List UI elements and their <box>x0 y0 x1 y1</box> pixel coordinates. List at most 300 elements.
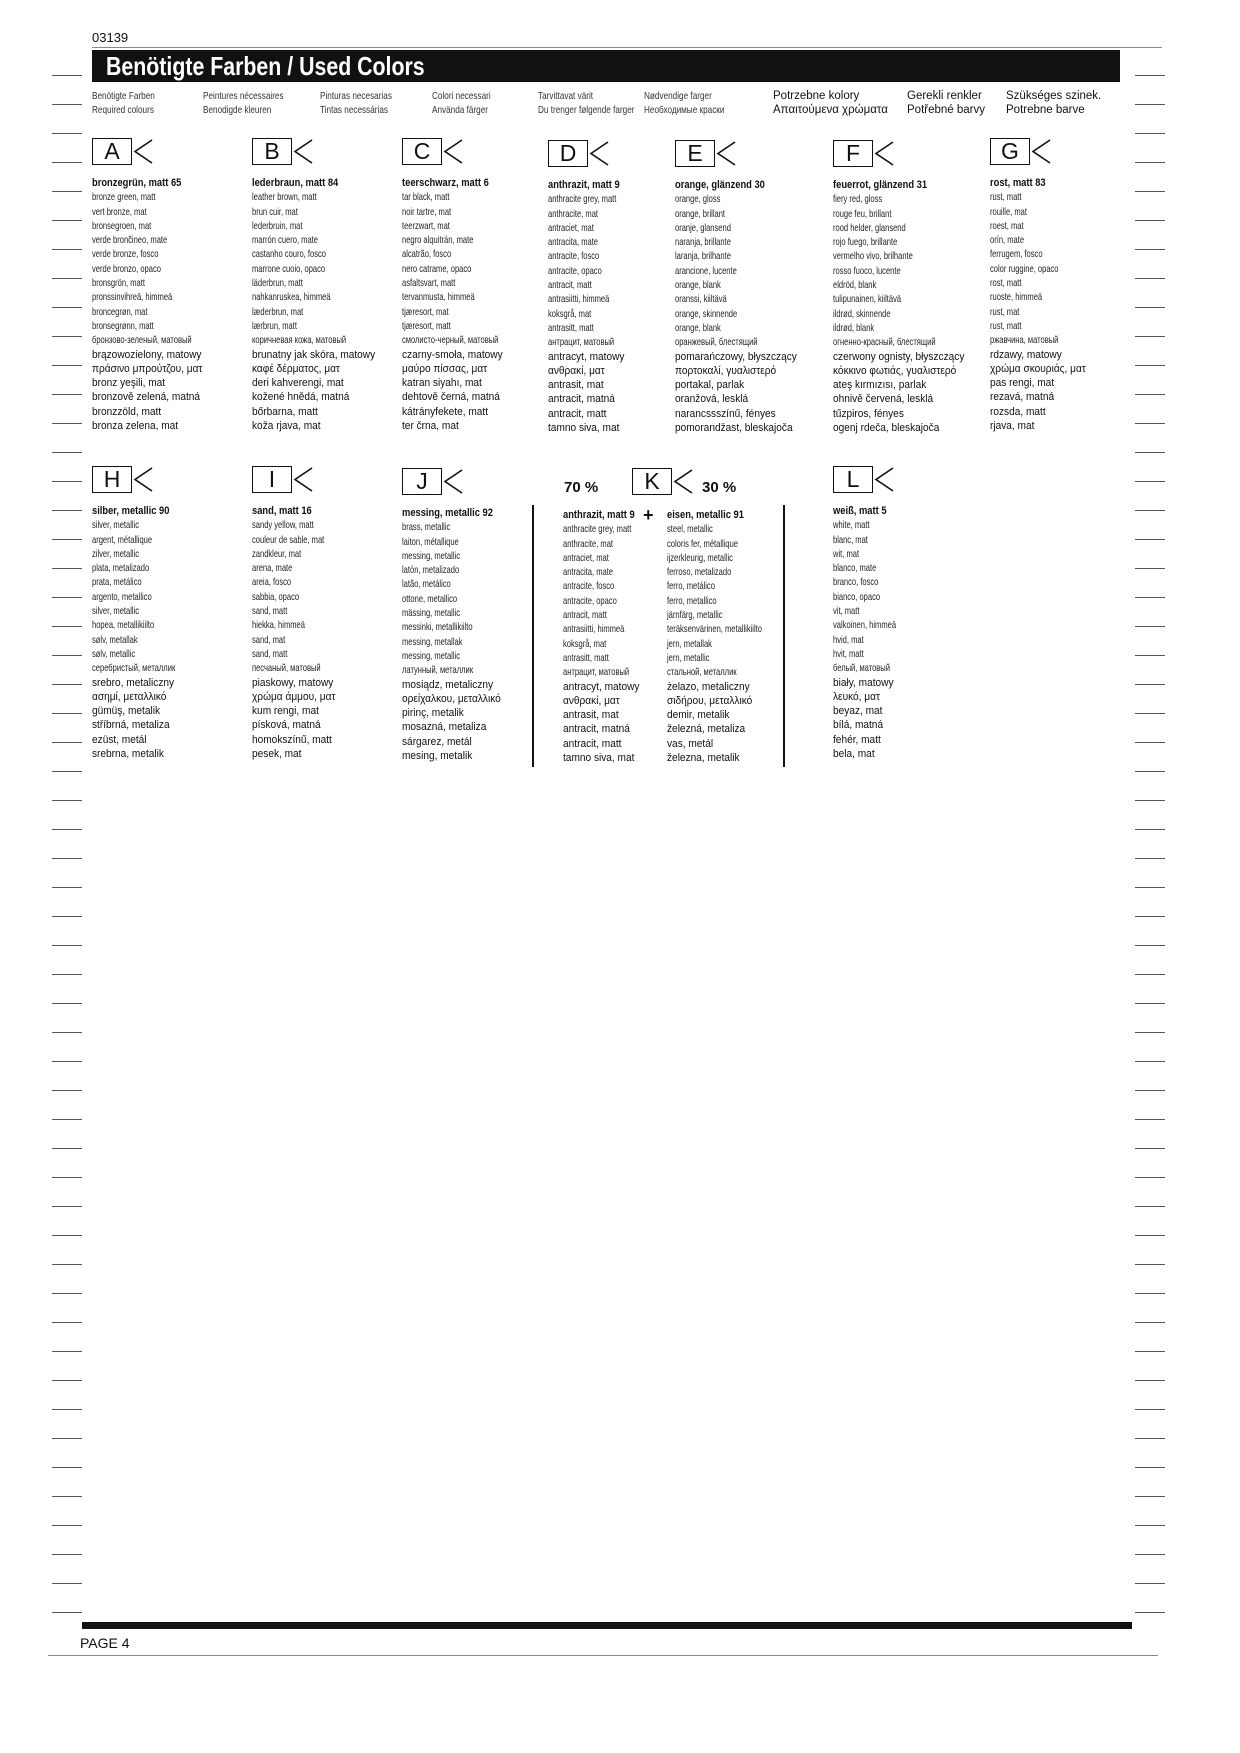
margin-tick <box>52 1264 82 1265</box>
color-translation: bronzově zelená, matná <box>92 391 201 404</box>
header-lang-text: Peintures nécessaires <box>203 90 284 102</box>
margin-tick <box>1135 1409 1165 1410</box>
color-translation: tamno siva, mat <box>548 422 620 435</box>
color-translation: rust, matt <box>990 191 1022 204</box>
margin-tick <box>1135 713 1165 714</box>
margin-tick <box>1135 1322 1165 1323</box>
color-translation: огненно-красный, блестящий <box>833 336 936 349</box>
header-lang-text: Szükséges szinek. <box>1006 90 1102 102</box>
color-translation: mosazná, metaliza <box>402 721 487 734</box>
color-letter-box: C <box>402 138 442 165</box>
color-translation: antracite, opaco <box>563 594 617 607</box>
margin-tick <box>52 597 82 598</box>
margin-tick <box>52 945 82 946</box>
color-translation: anthracite grey, matt <box>548 193 617 206</box>
color-translation: ορείχαλκου, μεταλλικό <box>402 692 501 705</box>
header-lang-6 <box>644 89 724 117</box>
color-translation: antracit, matná <box>548 393 615 406</box>
margin-tick <box>1135 1148 1165 1149</box>
color-translation: ασημί, μεταλλικό <box>92 690 167 703</box>
color-translation: ohnivě červená, lesklá <box>833 393 934 406</box>
color-translation: antrasiitti, himmeä <box>548 293 610 306</box>
color-name: messing, metallic 92 <box>402 507 493 519</box>
margin-tick <box>52 916 82 917</box>
color-translation: κόκκινο φωτιάς, γυαλιστερό <box>833 364 957 377</box>
margin-tick <box>52 742 82 743</box>
color-translation: antracita, mate <box>563 566 614 579</box>
header-lang-text: Tintas necessárias <box>320 104 388 116</box>
color-translation: alcatrão, fosco <box>402 248 452 261</box>
color-name: teerschwarz, matt 6 <box>402 177 489 189</box>
margin-tick <box>1135 249 1165 250</box>
color-translation: стальной, металлик <box>667 666 737 679</box>
color-translation: sølv, metallic <box>92 647 136 660</box>
margin-tick <box>1135 1496 1165 1497</box>
color-translation: антрацит, матовый <box>563 666 630 679</box>
color-translation: hvid, mat <box>833 633 864 646</box>
color-translation: rouge feu, brillant <box>833 207 892 220</box>
color-translation: antracyt, matowy <box>548 350 625 363</box>
color-translation: bronze green, matt <box>92 191 156 204</box>
color-translation: ανθρακί, ματ <box>563 694 620 707</box>
color-translation: λευκό, ματ <box>833 690 880 703</box>
color-translation: portakal, parlak <box>675 379 745 392</box>
header-lang-text: Potřebné barvy <box>907 104 985 116</box>
color-translation: brun cuir, mat <box>252 205 298 218</box>
color-letter-box: G <box>990 138 1030 165</box>
color-letter-box: F <box>833 140 873 167</box>
color-translation: orín, mate <box>990 234 1025 247</box>
color-entry-list <box>402 176 536 433</box>
color-name: silber, metallic 90 <box>92 505 170 517</box>
left-margin-ticks <box>52 0 82 1753</box>
color-name: sand, matt 16 <box>252 505 312 517</box>
color-translation: orange, skinnende <box>675 307 738 320</box>
color-translation: vit, matt <box>833 605 860 618</box>
margin-tick <box>1135 945 1165 946</box>
margin-tick <box>1135 858 1165 859</box>
color-entry-list <box>667 508 799 765</box>
margin-tick <box>1135 684 1165 685</box>
color-translation: tulipunainen, kiiltävä <box>833 293 902 306</box>
color-translation: pomarańczowy, błyszczący <box>675 350 797 363</box>
color-translation: rosso fuoco, lucente <box>833 264 901 277</box>
color-translation: verde bronzo, opaco <box>92 262 161 275</box>
color-translation: oranžová, lesklá <box>675 393 749 406</box>
color-translation: tamno siva, mat <box>563 752 635 765</box>
color-translation: bianco, opaco <box>833 590 881 603</box>
color-translation: antrasitt, matt <box>563 651 609 664</box>
color-translation: demir, metalik <box>667 709 730 722</box>
margin-tick <box>52 1554 82 1555</box>
margin-tick <box>1135 1351 1165 1352</box>
margin-tick <box>1135 1235 1165 1236</box>
margin-tick <box>52 1206 82 1207</box>
margin-tick <box>52 1119 82 1120</box>
header-lang-2 <box>203 89 284 117</box>
color-translation: sand, matt <box>252 647 288 660</box>
margin-tick <box>1135 1090 1165 1091</box>
color-letter-box: K <box>632 468 672 495</box>
margin-tick <box>1135 220 1165 221</box>
color-translation: antraciet, mat <box>548 221 594 234</box>
margin-tick <box>52 394 82 395</box>
color-translation: латунный, металлик <box>402 664 474 677</box>
color-translation: jern, metallak <box>667 637 712 650</box>
margin-tick <box>1135 278 1165 279</box>
color-translation: ferro, metálico <box>667 580 715 593</box>
color-translation: orange, blank <box>675 279 721 292</box>
margin-tick <box>1135 1525 1165 1526</box>
color-entry-list <box>675 178 807 435</box>
color-translation: rost, matt <box>990 277 1022 290</box>
margin-tick <box>52 452 82 453</box>
margin-tick <box>52 974 82 975</box>
chevron-left-icon <box>292 466 314 493</box>
color-translation: rood helder, glansend <box>833 221 906 234</box>
color-translation: ferrugem, fosco <box>990 248 1043 261</box>
margin-tick <box>52 1003 82 1004</box>
color-translation: antracit, matná <box>563 723 630 736</box>
color-translation: sabbia, opaco <box>252 590 300 603</box>
color-translation: messing, metallak <box>402 635 463 648</box>
page-number: PAGE 4 <box>80 1635 130 1651</box>
color-translation: bronsegrønn, matt <box>92 319 154 332</box>
color-translation: mässing, metallic <box>402 607 460 620</box>
color-translation: orange, gloss <box>675 193 721 206</box>
color-translation: hiekka, himmeä <box>252 619 305 632</box>
margin-tick <box>1135 1119 1165 1120</box>
color-translation: silver, metallic <box>92 605 140 618</box>
margin-tick <box>52 481 82 482</box>
color-translation: rust, matt <box>990 319 1022 332</box>
color-translation: železna, metalik <box>667 752 740 765</box>
margin-tick <box>1135 1467 1165 1468</box>
color-entry-list <box>990 176 1094 433</box>
header-lang-7 <box>773 89 888 117</box>
color-translation: asfaltsvart, matt <box>402 277 456 290</box>
color-translation: laiton, métallique <box>402 535 459 548</box>
color-translation: pirinç, metalik <box>402 707 464 720</box>
header-lang-9 <box>1006 89 1101 117</box>
margin-tick <box>1135 104 1165 105</box>
color-translation: blanc, mat <box>833 533 868 546</box>
title-bar <box>92 50 1120 82</box>
color-translation: noir tartre, mat <box>402 205 452 218</box>
color-translation: latón, metalizado <box>402 564 460 577</box>
color-translation: narancssszínű, fényes <box>675 407 776 420</box>
margin-tick <box>1135 1003 1165 1004</box>
header-lang-text: Необходимые краски <box>644 104 725 116</box>
color-name: rost, matt 83 <box>990 177 1046 189</box>
color-translation: nahkanruskea, himmeä <box>252 291 331 304</box>
header-lang-text: Potrebne barve <box>1006 104 1085 116</box>
color-translation: tar black, matt <box>402 191 450 204</box>
margin-tick <box>52 1438 82 1439</box>
color-translation: antracit, matt <box>563 609 607 622</box>
color-translation: piaskowy, matowy <box>252 676 334 689</box>
color-name: eisen, metallic 91 <box>667 509 744 521</box>
header-lang-text: Required colours <box>92 104 154 116</box>
color-translation: messinki, metallikiilto <box>402 621 473 634</box>
color-translation: hopea, metallikiilto <box>92 619 155 632</box>
color-translation: rjava, mat <box>990 420 1035 433</box>
color-translation: sandy yellow, matt <box>252 519 314 532</box>
color-translation: bronza zelena, mat <box>92 420 179 433</box>
color-translation: bronzzöld, matt <box>92 405 162 418</box>
color-translation: pas rengi, mat <box>990 377 1055 390</box>
color-translation: kožené hnědá, matná <box>252 391 350 404</box>
margin-tick <box>1135 568 1165 569</box>
color-translation: coloris fer, métallique <box>667 537 739 550</box>
color-letter-box: B <box>252 138 292 165</box>
color-translation: srebrna, metalik <box>92 748 165 761</box>
color-translation: antracite, fosco <box>548 250 600 263</box>
color-translation: leather brown, matt <box>252 191 317 204</box>
header-lang-text: Pinturas necesarias <box>320 90 392 102</box>
color-entry-list <box>548 178 643 435</box>
color-translation: marrone cuoio, opaco <box>252 262 326 275</box>
color-translation: brass, metallic <box>402 521 451 534</box>
color-translation: bronsgrön, matt <box>92 277 145 290</box>
color-name: feuerrot, glänzend 31 <box>833 179 928 191</box>
color-translation: argent, métallique <box>92 533 153 546</box>
header-lang-1 <box>92 89 155 117</box>
color-translation: rdzawy, matowy <box>990 348 1062 361</box>
color-translation: vert bronze, mat <box>92 205 147 218</box>
mix-right-divider <box>783 505 785 767</box>
margin-tick <box>1135 394 1165 395</box>
color-translation: antracit, matt <box>548 279 592 292</box>
color-translation: ildrød, blank <box>833 321 875 334</box>
margin-tick <box>1135 510 1165 511</box>
color-translation: wit, mat <box>833 547 860 560</box>
color-translation: jern, metallic <box>667 651 710 664</box>
color-translation: brązowozielony, matowy <box>92 348 202 361</box>
header-lang-4 <box>432 89 491 117</box>
color-translation: beyaz, mat <box>833 705 883 718</box>
margin-tick <box>52 1061 82 1062</box>
color-translation: sand, matt <box>252 605 288 618</box>
color-entry-list <box>252 504 352 761</box>
margin-tick <box>1135 887 1165 888</box>
color-translation: stříbrná, metaliza <box>92 719 170 732</box>
color-translation: arena, mate <box>252 562 293 575</box>
margin-tick <box>1135 916 1165 917</box>
margin-tick <box>1135 365 1165 366</box>
color-translation: anthracite, mat <box>563 537 614 550</box>
color-translation: rozsda, matt <box>990 405 1046 418</box>
color-translation: fiery red, gloss <box>833 193 883 206</box>
color-translation: ruoste, himmeä <box>990 291 1043 304</box>
color-translation: branco, fosco <box>833 576 879 589</box>
margin-tick <box>1135 974 1165 975</box>
color-translation: castanho couro, fosco <box>252 248 326 261</box>
color-translation: silver, metallic <box>92 519 140 532</box>
margin-tick <box>1135 800 1165 801</box>
mix-left-divider <box>532 505 534 767</box>
color-translation: μαύρο πίσσας, ματ <box>402 362 488 375</box>
margin-tick <box>52 191 82 192</box>
color-translation: antracite, fosco <box>563 580 615 593</box>
color-translation: bőrbarna, matt <box>252 405 318 418</box>
margin-tick <box>1135 1177 1165 1178</box>
color-translation: rust, mat <box>990 305 1020 318</box>
color-translation: läderbrun, matt <box>252 277 303 290</box>
color-translation: lederbruin, mat <box>252 219 303 232</box>
margin-tick <box>1135 1032 1165 1033</box>
bottom-rule <box>48 1655 1158 1656</box>
margin-tick <box>52 800 82 801</box>
color-entry-list <box>92 176 230 433</box>
color-translation: koža rjava, mat <box>252 420 321 433</box>
color-translation: hvit, matt <box>833 647 864 660</box>
color-translation: sand, mat <box>252 633 286 646</box>
color-translation: czerwony ognisty, błyszczący <box>833 350 965 363</box>
color-translation: tűzpiros, fényes <box>833 407 904 420</box>
mix-plus-icon: + <box>643 505 654 525</box>
color-translation: czarny-smoła, matowy <box>402 348 503 361</box>
margin-tick <box>1135 1612 1165 1613</box>
margin-tick <box>52 336 82 337</box>
color-entry-list <box>563 508 658 765</box>
color-translation: χρώμα άμμου, ματ <box>252 690 336 703</box>
margin-tick <box>52 1496 82 1497</box>
margin-tick <box>1135 452 1165 453</box>
margin-tick <box>1135 162 1165 163</box>
color-translation: rojo fuego, brillante <box>833 236 898 249</box>
color-letter-box: L <box>833 466 873 493</box>
color-translation: oranje, glansend <box>675 221 731 234</box>
color-translation: ferro, metallico <box>667 594 717 607</box>
right-margin-ticks <box>1135 0 1165 1753</box>
header-lang-text: Benötigte Farben <box>92 90 155 102</box>
color-translation: teerzwart, mat <box>402 219 450 232</box>
color-translation: ijzerkleurig, metallic <box>667 551 733 564</box>
margin-tick <box>1135 1293 1165 1294</box>
color-translation: gümüş, metalik <box>92 705 161 718</box>
color-name: anthrazit, matt 9 <box>548 179 620 191</box>
margin-tick <box>52 1322 82 1323</box>
margin-tick <box>52 858 82 859</box>
color-translation: white, matt <box>833 519 870 532</box>
color-translation: anthracite grey, matt <box>563 523 632 536</box>
color-translation: tervanmusta, himmeä <box>402 291 475 304</box>
color-name: weiß, matt 5 <box>833 505 887 517</box>
color-entry-list <box>833 504 921 761</box>
chevron-left-icon <box>442 138 464 165</box>
color-translation: lærbrun, matt <box>252 319 297 332</box>
color-translation: teräksenvärinen, metallikiilto <box>667 623 762 636</box>
color-translation: bronsegroen, mat <box>92 219 152 232</box>
header-lang-text: Använda färger <box>432 104 489 116</box>
color-translation: sárgarez, metál <box>402 735 472 748</box>
color-translation: antrasiitti, himmeä <box>563 623 625 636</box>
color-translation: pronssinvihreä, himmeä <box>92 291 173 304</box>
color-translation: vas, metál <box>667 737 714 750</box>
header-lang-text: Απαιτούμενα χρώματα <box>773 104 888 116</box>
color-translation: καφέ δέρματος, ματ <box>252 362 340 375</box>
margin-tick <box>52 365 82 366</box>
margin-tick <box>1135 771 1165 772</box>
color-name: orange, glänzend 30 <box>675 179 765 191</box>
color-translation: latão, metálico <box>402 578 451 591</box>
color-translation: bílá, matná <box>833 719 884 732</box>
color-translation: bronz yeşili, mat <box>92 377 166 390</box>
color-translation: белый, матовый <box>833 662 890 675</box>
color-translation: plata, metalizado <box>92 562 150 575</box>
margin-tick <box>52 568 82 569</box>
color-translation: χρώμα σκουριάς, ματ <box>990 362 1086 375</box>
margin-tick <box>52 1235 82 1236</box>
color-translation: eldröd, blank <box>833 279 877 292</box>
color-letter-box: A <box>92 138 132 165</box>
bottom-bar <box>82 1622 1132 1629</box>
color-translation: couleur de sable, mat <box>252 533 325 546</box>
color-translation: tjæresort, mat <box>402 305 449 318</box>
color-translation: vermelho vivo, brilhante <box>833 250 913 263</box>
header-lang-text: Gerekli renkler <box>907 90 982 102</box>
margin-tick <box>52 539 82 540</box>
margin-tick <box>52 75 82 76</box>
color-translation: rezavá, matná <box>990 391 1055 404</box>
color-translation: πορτοκαλί, γυαλιστερό <box>675 364 777 377</box>
color-translation: tjæresort, matt <box>402 319 451 332</box>
margin-tick <box>52 1351 82 1352</box>
margin-tick <box>52 249 82 250</box>
color-translation: pomorandžast, bleskajoča <box>675 422 793 435</box>
color-translation: broncegrøn, mat <box>92 305 148 318</box>
color-translation: fehér, matt <box>833 733 881 746</box>
header-lang-5 <box>538 89 635 117</box>
margin-tick <box>52 1032 82 1033</box>
color-name: lederbraun, matt 84 <box>252 177 339 189</box>
color-translation: železná, metaliza <box>667 723 746 736</box>
color-translation: oranssi, kiiltävä <box>675 293 727 306</box>
color-translation: verde bronze, fosco <box>92 248 159 261</box>
margin-tick <box>1135 1206 1165 1207</box>
color-translation: ateş kırmızısı, parlak <box>833 379 927 392</box>
margin-tick <box>52 1583 82 1584</box>
margin-tick <box>1135 1438 1165 1439</box>
color-translation: negro alquitrán, mate <box>402 234 474 247</box>
color-translation: bela, mat <box>833 748 875 761</box>
margin-tick <box>52 278 82 279</box>
color-translation: kátrányfekete, matt <box>402 405 489 418</box>
color-translation: σιδήρου, μεταλλικό <box>667 694 753 707</box>
color-translation: anthracite, mat <box>548 207 599 220</box>
color-letter-box: H <box>92 466 132 493</box>
color-entry-list <box>402 506 509 763</box>
color-translation: prata, metálico <box>92 576 142 589</box>
color-letter-box: E <box>675 140 715 167</box>
margin-tick <box>1135 1264 1165 1265</box>
margin-tick <box>52 307 82 308</box>
margin-tick <box>52 133 82 134</box>
margin-tick <box>1135 75 1165 76</box>
margin-tick <box>52 626 82 627</box>
header-lang-text: Du trenger følgende farger <box>538 104 635 116</box>
color-translation: argento, metallico <box>92 590 152 603</box>
color-letter-box: D <box>548 140 588 167</box>
color-translation: brunatny jak skóra, matowy <box>252 348 376 361</box>
color-translation: læderbrun, mat <box>252 305 304 318</box>
color-translation: mosiądz, metaliczny <box>402 678 494 691</box>
color-translation: marrón cuero, mate <box>252 234 318 247</box>
color-translation: ezüst, metál <box>92 733 147 746</box>
margin-tick <box>1135 1061 1165 1062</box>
color-translation: zandkleur, mat <box>252 547 302 560</box>
